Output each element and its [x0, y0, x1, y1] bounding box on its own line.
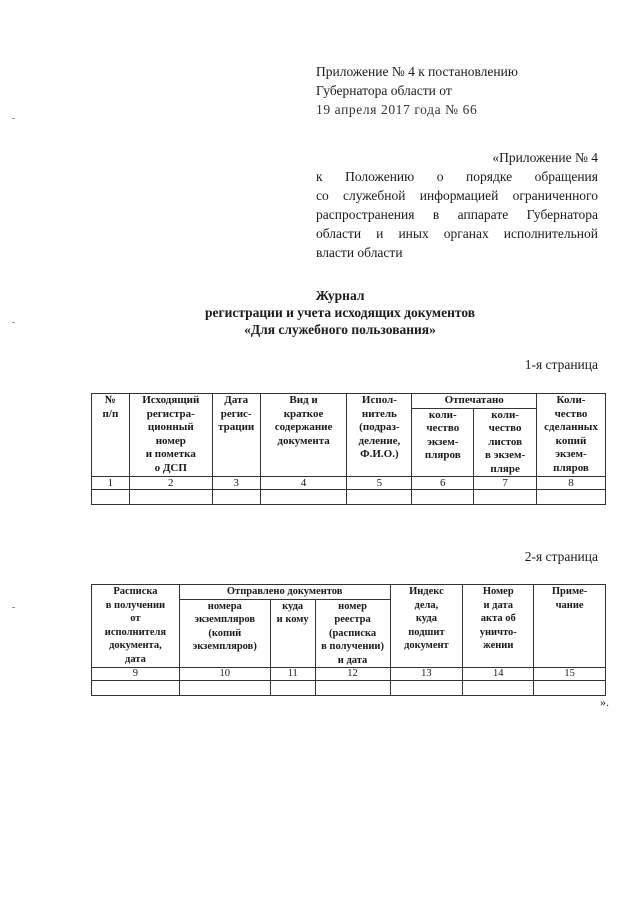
col-note-header: Приме- чание	[534, 585, 606, 668]
table-cell	[537, 490, 606, 505]
column-number: 11	[270, 668, 315, 681]
table-cell	[474, 490, 537, 505]
table-cell	[412, 490, 474, 505]
decree-line-2: Губернатора области от	[316, 83, 452, 98]
page-2-number-row	[92, 668, 606, 681]
col-outgoing-number-header: Исходящий регистра- ционный номер и пометка о ДСП	[129, 394, 212, 477]
table-cell	[129, 490, 212, 505]
table-cell	[92, 490, 130, 505]
column-number: 12	[315, 668, 390, 681]
column-number: 10	[179, 668, 270, 681]
appendix-line-4: распространения в аппарате Губернатора	[316, 207, 598, 222]
table-cell	[212, 490, 260, 505]
page-1-header-row	[92, 394, 606, 409]
col-printed-header: Отпечатано	[412, 394, 537, 409]
appendix-line-2: к Положению о порядке обращения	[316, 169, 598, 184]
appendix-line-5: области и иных органах исполнительной	[316, 226, 598, 241]
col-receipt-header: Расписка в получении от исполнителя документа, дата	[92, 585, 180, 668]
table-cell	[179, 681, 270, 696]
col-copy-numbers-header: номера экземпляров (копий экземпляров)	[179, 599, 270, 668]
col-copies-made-header: Коли- чество сделанных копий экзем- пляров	[537, 394, 606, 477]
col-destruction-act-header: Номер и дата акта об уничто- жении	[463, 585, 534, 668]
table-cell	[315, 681, 390, 696]
table-cell	[270, 681, 315, 696]
title-line-2: регистрации и учета исходящих документов	[204, 305, 476, 320]
column-number: 13	[390, 668, 463, 681]
col-sheets-count-header: коли- чество листов в экзем- пляре	[474, 408, 537, 477]
page-2-empty-row	[92, 681, 606, 696]
col-executor-header: Испол- нитель (подраз- деление, Ф.И.О.)	[347, 394, 412, 477]
column-number: 6	[412, 477, 474, 490]
scan-mark	[12, 322, 15, 323]
decree-line-1: Приложение № 4 к постановлению	[316, 64, 518, 79]
col-registration-date-header: Дата регис- трации	[212, 394, 260, 477]
column-number: 5	[347, 477, 412, 490]
title-line-1: Журнал	[315, 288, 365, 303]
page-1-table	[91, 393, 606, 505]
title-line-3: «Для служебного пользования»	[244, 322, 436, 337]
table-cell	[463, 681, 534, 696]
col-document-type-header: Вид и краткое содержание документа	[260, 394, 347, 477]
table-cell	[260, 490, 347, 505]
column-number: 2	[129, 477, 212, 490]
decree-line-3: 19 апреля 2017 года № 66	[316, 102, 478, 117]
appendix-line-1: «Приложение № 4	[492, 150, 598, 165]
page-2-table	[91, 584, 606, 696]
column-number: 14	[463, 668, 534, 681]
col-recipient-header: куда и кому	[270, 599, 315, 668]
table-cell	[347, 490, 412, 505]
column-number: 9	[92, 668, 180, 681]
page-1-number-row	[92, 477, 606, 490]
appendix-line-3: со служебной информацией ограниченного	[316, 188, 598, 203]
col-file-index-header: Индекс дела, куда подшит документ	[390, 585, 463, 668]
scan-mark	[12, 607, 15, 608]
page-1-label: 1-я страница	[524, 357, 598, 372]
journal-title	[150, 287, 530, 338]
column-number: 7	[474, 477, 537, 490]
decree-reference	[316, 62, 518, 119]
column-number: 15	[534, 668, 606, 681]
col-copies-count-header: коли- чество экзем- пляров	[412, 408, 474, 477]
col-sent-documents-header: Отправлено документов	[179, 585, 390, 600]
column-number: 8	[537, 477, 606, 490]
column-number: 3	[212, 477, 260, 490]
table-cell	[92, 681, 180, 696]
table-cell	[390, 681, 463, 696]
page-1-empty-row	[92, 490, 606, 505]
column-number: 4	[260, 477, 347, 490]
col-number-header: № п/п	[92, 394, 130, 477]
closing-quote: ».	[600, 695, 609, 709]
appendix-reference	[316, 148, 598, 262]
page-2-label: 2-я страница	[524, 549, 598, 564]
appendix-line-6: власти области	[316, 245, 403, 260]
column-number: 1	[92, 477, 130, 490]
col-register-number-header: номер реестра (расписка в получении) и дата	[315, 599, 390, 668]
table-cell	[534, 681, 606, 696]
scan-mark	[12, 118, 15, 119]
page-2-header-row	[92, 585, 606, 600]
